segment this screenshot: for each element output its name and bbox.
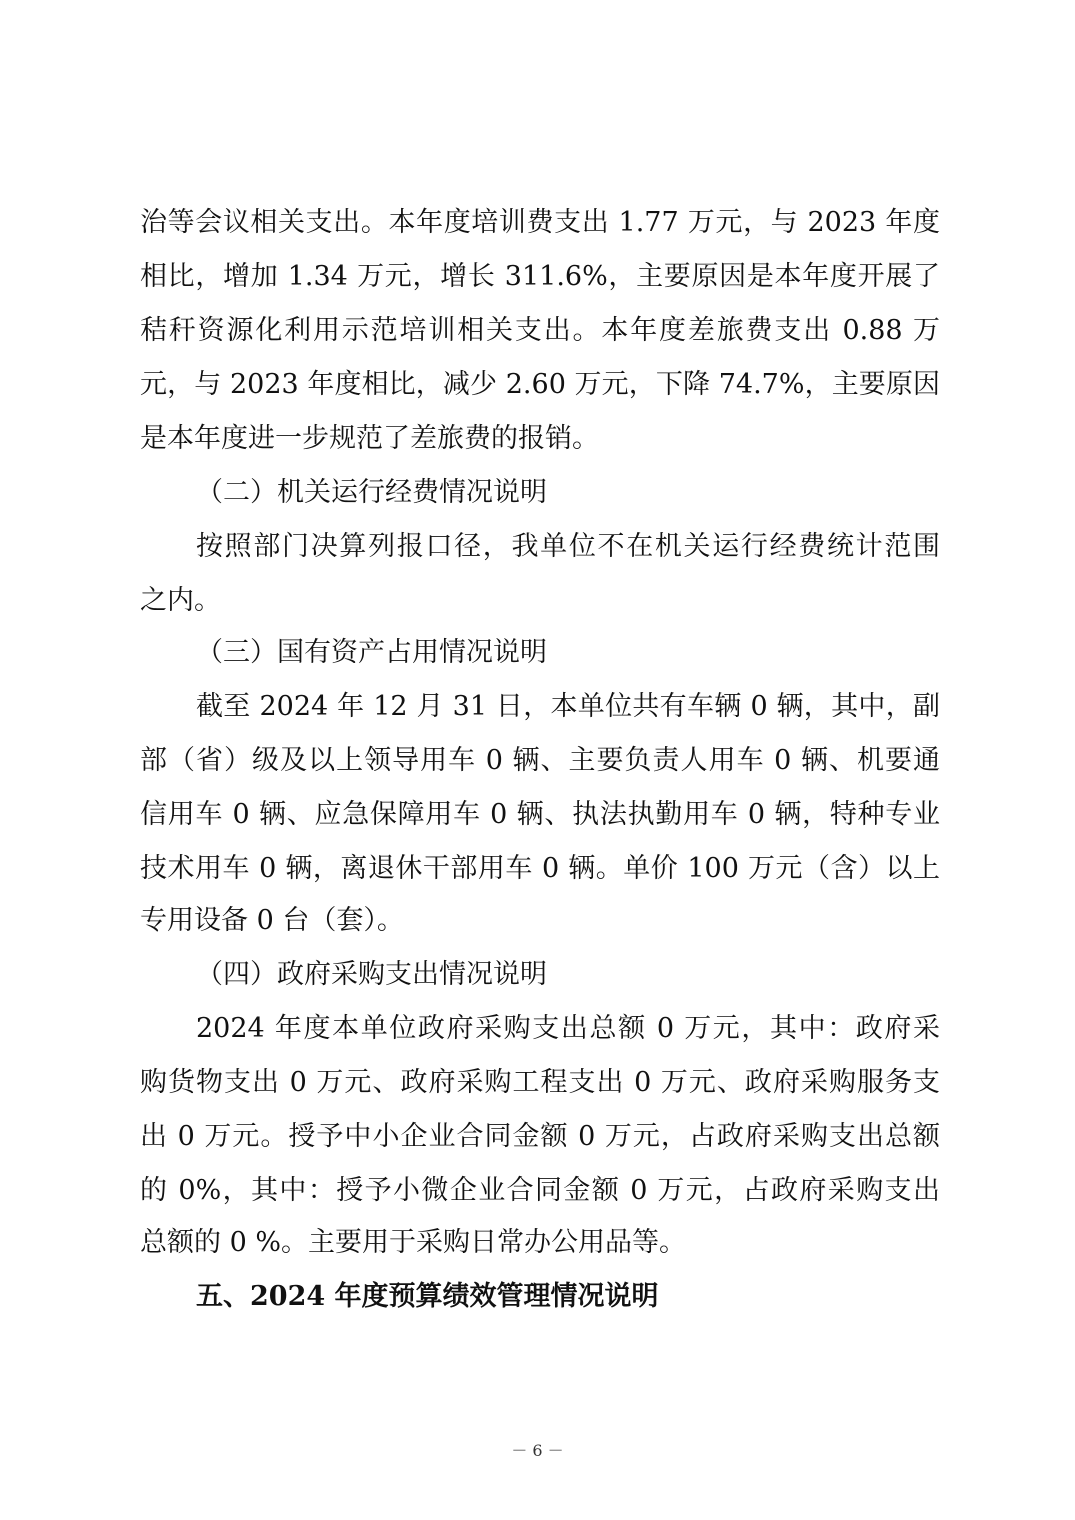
paragraph-line: 信用车 0 辆、应急保障用车 0 辆、执法执勤用车 0 辆，特种专业 <box>140 799 940 830</box>
section-title-5: 五、2024 年度预算绩效管理情况说明 <box>196 1281 659 1312</box>
paragraph-line: 出 0 万元。授予中小企业合同金额 0 万元，占政府采购支出总额 <box>140 1121 940 1152</box>
paragraph-line: 治等会议相关支出。本年度培训费支出 1.77 万元，与 2023 年度 <box>140 207 940 238</box>
paragraph-line: 按照部门决算列报口径，我单位不在机关运行经费统计范围 <box>196 531 940 562</box>
paragraph-line: 相比，增加 1.34 万元，增长 311.6%，主要原因是本年度开展了 <box>140 261 940 292</box>
paragraph-line: 是本年度进一步规范了差旅费的报销。 <box>140 423 599 454</box>
paragraph-line: 购货物支出 0 万元、政府采购工程支出 0 万元、政府采购服务支 <box>140 1067 940 1098</box>
paragraph-line: 之内。 <box>140 585 221 616</box>
paragraph-line: 2024 年度本单位政府采购支出总额 0 万元，其中：政府采 <box>196 1013 940 1044</box>
page-number: － 6 － <box>511 1441 564 1460</box>
section-heading-4: （四）政府采购支出情况说明 <box>196 959 547 990</box>
paragraph-line: 秸秆资源化利用示范培训相关支出。本年度差旅费支出 0.88 万 <box>140 315 940 346</box>
paragraph-line: 部（省）级及以上领导用车 0 辆、主要负责人用车 0 辆、机要通 <box>140 745 940 776</box>
section-heading-2: （二）机关运行经费情况说明 <box>196 477 547 508</box>
paragraph-line: 专用设备 0 台（套）。 <box>140 905 404 936</box>
section-heading-3: （三）国有资产占用情况说明 <box>196 637 547 668</box>
paragraph-line: 元，与 2023 年度相比，减少 2.60 万元，下降 74.7%，主要原因 <box>140 369 940 400</box>
paragraph-line: 总额的 0 %。主要用于采购日常办公用品等。 <box>140 1227 686 1258</box>
paragraph-line: 的 0%，其中：授予小微企业合同金额 0 万元，占政府采购支出 <box>140 1175 940 1206</box>
paragraph-line: 技术用车 0 辆，离退休干部用车 0 辆。单价 100 万元（含）以上 <box>140 853 940 884</box>
paragraph-line: 截至 2024 年 12 月 31 日，本单位共有车辆 0 辆，其中，副 <box>196 691 940 722</box>
